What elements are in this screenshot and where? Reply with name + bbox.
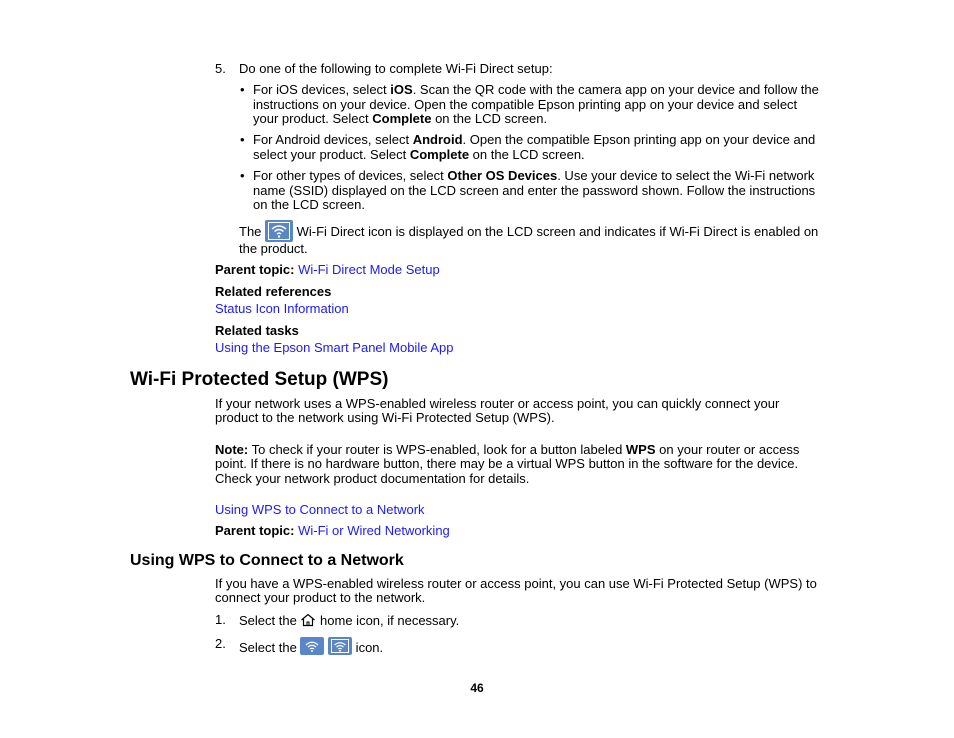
ios-pre: For iOS devices, select	[253, 82, 391, 97]
note-wps: WPS	[625, 442, 656, 457]
ios-line3-pre: your product. Select	[253, 111, 373, 126]
ios-line2: instructions on your device. Open the compatible Epson printing app on your device and select	[253, 97, 798, 112]
icon-note-line2: the product.	[239, 241, 308, 256]
wps-section-title: Wi-Fi Protected Setup (WPS)	[130, 369, 389, 390]
wifi-direct-mode-setup-link[interactable]: Wi-Fi Direct Mode Setup	[298, 262, 440, 277]
step2-pre: Select the	[239, 640, 301, 655]
wifi-connected-icon	[300, 637, 324, 655]
wps-intro-line2: product to the network using Wi-Fi Protected Setup (WPS).	[215, 410, 555, 425]
wifi-or-wired-networking-link[interactable]: Wi-Fi or Wired Networking	[298, 523, 450, 538]
epson-smart-panel-link[interactable]: Using the Epson Smart Panel Mobile App	[215, 340, 454, 355]
android-complete: Complete	[409, 147, 470, 162]
other-line2: name (SSID) displayed on the LCD screen and enter the password shown. Follow the instructions	[253, 183, 816, 198]
icon-note-post: Wi-Fi Direct icon is displayed on the LCD screen and indicates if Wi-Fi Direct is enabled on	[293, 224, 819, 239]
other-bold: Other OS Devices	[447, 168, 558, 183]
note-pre: To check if your router is WPS-enabled, look for a button labeled	[248, 442, 626, 457]
bullet-char: •	[240, 82, 245, 97]
status-icon-information-link[interactable]: Status Icon Information	[215, 301, 349, 316]
using-wps-intro-line2: connect your product to the network.	[215, 590, 426, 605]
step1-text	[239, 613, 459, 631]
ios-complete: Complete	[372, 111, 432, 126]
step1-number: 1.	[215, 612, 226, 627]
note-label: Note:	[215, 442, 249, 457]
home-icon	[300, 613, 316, 631]
other-mid: . Use your device to select the Wi-Fi network	[557, 168, 815, 183]
android-bold: Android	[412, 132, 463, 147]
step1-post: home icon, if necessary.	[316, 613, 460, 628]
parent-topic-1	[215, 263, 440, 278]
related-tasks-heading: Related tasks	[215, 323, 299, 338]
related-references-heading: Related references	[215, 284, 332, 299]
step2-text	[239, 637, 383, 656]
android-mid: . Open the compatible Epson printing app on your device and	[462, 132, 816, 147]
ios-mid: . Scan the QR code with the camera app on your device and follow the	[412, 82, 819, 97]
other-line3: on the LCD screen.	[253, 197, 366, 212]
using-wps-intro-line1: If you have a WPS-enabled wireless router or access point, you can use Wi-Fi Protected Setup (WPS) to	[215, 576, 817, 591]
page-number: 46	[470, 681, 484, 695]
using-wps-title: Using WPS to Connect to a Network	[130, 552, 404, 569]
note-line3: Check your network product documentation for details.	[215, 471, 530, 486]
icon-note	[239, 220, 818, 242]
wps-intro-line1: If your network uses a WPS-enabled wireless router or access point, you can quickly connect your	[215, 396, 780, 411]
step5-number: 5.	[215, 61, 226, 76]
android-line2-post: on the LCD screen.	[469, 147, 585, 162]
step5-text: Do one of the following to complete Wi-Fi Direct setup:	[239, 61, 553, 76]
wifi-direct-icon	[265, 220, 293, 242]
step1-pre: Select the	[239, 613, 301, 628]
step2-number: 2.	[215, 636, 226, 651]
step2-post: icon.	[352, 640, 384, 655]
wifi-direct-icon	[328, 637, 352, 655]
bullet-char: •	[240, 132, 245, 147]
ios-line3-post: on the LCD screen.	[431, 111, 548, 126]
parent-topic-label: Parent topic:	[215, 523, 295, 538]
parent-topic-2	[215, 524, 450, 539]
note-post: on your router or access	[655, 442, 800, 457]
android-pre: For Android devices, select	[253, 132, 413, 147]
android-line2-pre: select your product. Select	[253, 147, 410, 162]
note-line2: point. If there is no hardware button, there may be a virtual WPS button in the software for the device.	[215, 456, 799, 471]
icon-note-pre: The	[239, 224, 266, 239]
other-pre: For other types of devices, select	[253, 168, 448, 183]
ios-bold: iOS	[390, 82, 413, 97]
bullet-char: •	[240, 168, 245, 183]
using-wps-link[interactable]: Using WPS to Connect to a Network	[215, 502, 425, 517]
parent-topic-label: Parent topic:	[215, 262, 295, 277]
